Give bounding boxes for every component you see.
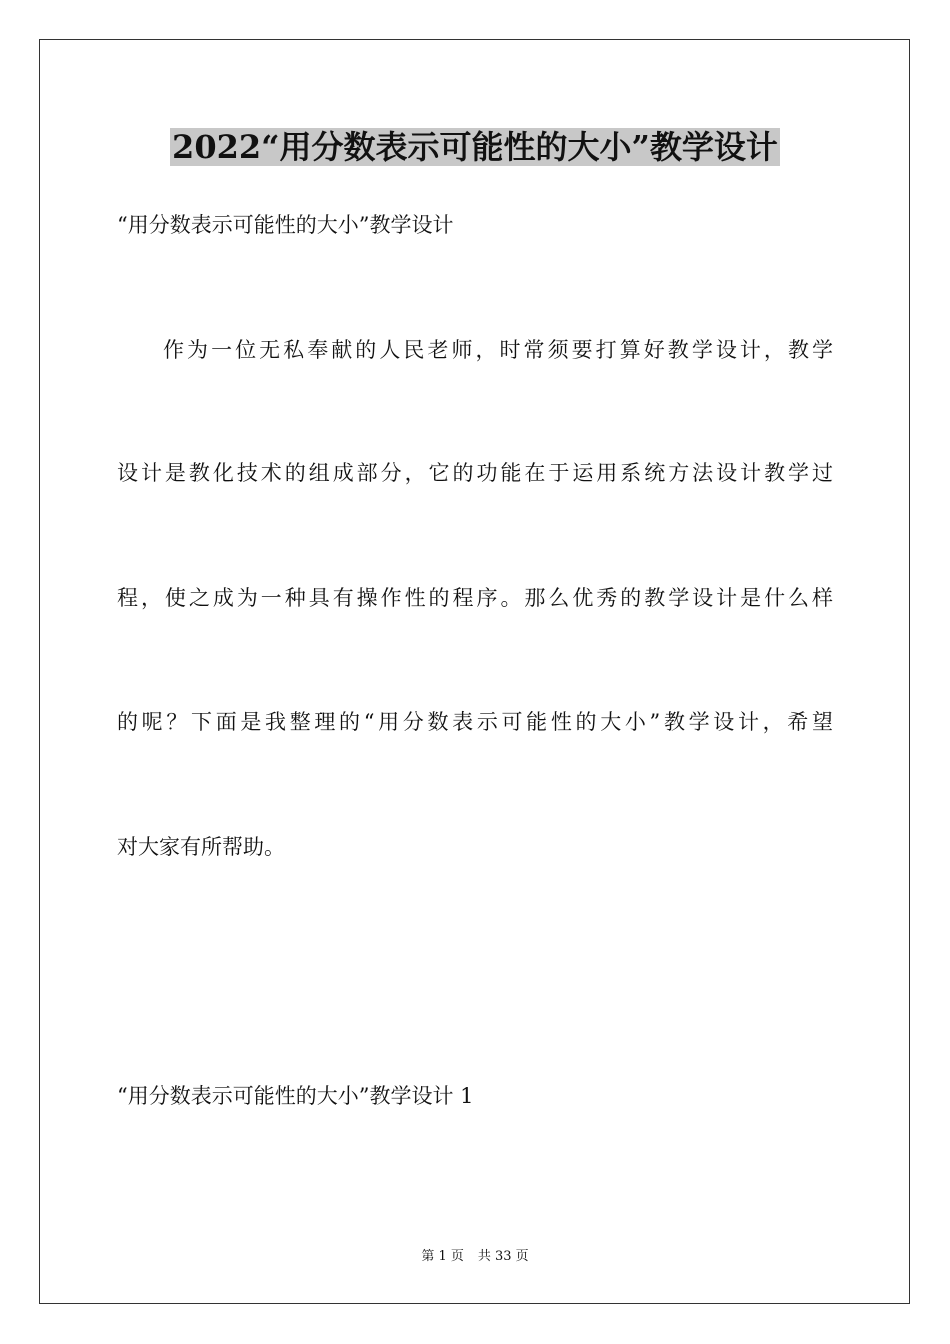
intro-line-4: 的呢？下面是我整理的“用分数表示可能性的大小”教学设计，希望	[117, 710, 833, 734]
page-number: 第 1 页	[421, 1249, 464, 1264]
document-title-text: 2022“用分数表示可能性的大小”教学设计	[172, 128, 778, 166]
document-subtitle: “用分数表示可能性的大小”教学设计	[117, 213, 454, 237]
page-footer	[0, 1248, 950, 1266]
intro-line-5: 对大家有所帮助。	[117, 835, 285, 859]
section-heading: “用分数表示可能性的大小”教学设计 1	[117, 1084, 474, 1108]
page-total: 共 33 页	[477, 1249, 529, 1264]
intro-line-1: 作为一位无私奉献的人民老师，时常须要打算好教学设计，教学	[163, 338, 833, 362]
document-title	[0, 124, 950, 170]
intro-line-3: 程，使之成为一种具有操作性的程序。那么优秀的教学设计是什么样	[117, 586, 833, 610]
intro-line-2: 设计是教化技术的组成部分，它的功能在于运用系统方法设计教学过	[117, 461, 833, 485]
